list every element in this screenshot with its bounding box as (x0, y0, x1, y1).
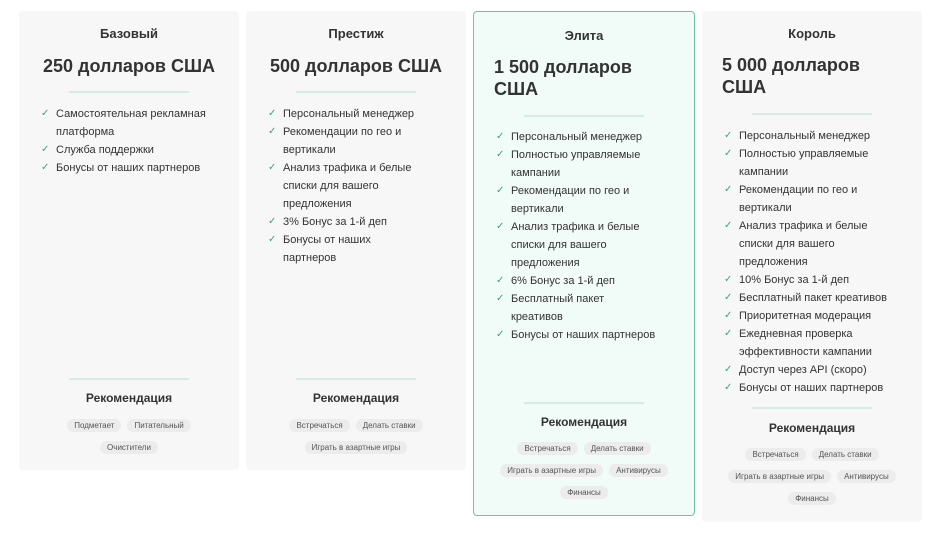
plan-card-basic (19, 11, 239, 470)
check-icon: ✓ (268, 216, 277, 227)
feature-item: ✓ Бесплатный пакет креативов (496, 290, 658, 326)
plan-name: Престиж (328, 26, 384, 41)
tag-list (722, 448, 902, 505)
check-icon: ✓ (724, 292, 733, 303)
feature-item: ✓ Рекомендации по гео и вертикали (268, 123, 426, 159)
check-icon: ✓ (724, 148, 733, 159)
feature-item: ✓ Ежедневная проверка эффективности кампании (724, 325, 892, 361)
check-icon: ✓ (268, 108, 277, 119)
check-icon: ✓ (724, 382, 733, 393)
divider (752, 407, 872, 409)
divider (69, 91, 189, 93)
feature-item: ✓ Рекомендации по гео и вертикали (496, 182, 658, 218)
tag-list (276, 419, 436, 454)
feature-list (724, 127, 892, 397)
check-icon: ✓ (496, 293, 505, 304)
feature-item: ✓ Доступ через API (скоро) (724, 361, 892, 379)
feature-item: ✓ 10% Бонус за 1-й деп (724, 271, 892, 289)
check-icon: ✓ (496, 149, 505, 160)
tag[interactable]: Финансы (788, 492, 836, 505)
check-icon: ✓ (41, 144, 50, 155)
tag[interactable]: Подметает (67, 419, 121, 432)
check-icon: ✓ (268, 234, 277, 245)
tag[interactable]: Встречаться (517, 442, 577, 455)
recommendation-title: Рекомендация (540, 415, 628, 429)
feature-item: ✓ 6% Бонус за 1-й деп (496, 272, 658, 290)
tag[interactable]: Делать ставки (356, 419, 423, 432)
recommendation-title: Рекомендация (768, 421, 856, 435)
feature-item: ✓ Анализ трафика и белые списки для вашего предложения (496, 218, 658, 272)
plan-price: 1 500 долларов США (494, 57, 632, 99)
tag[interactable]: Играть в азартные игры (500, 464, 603, 477)
recommendation-title: Рекомендация (312, 391, 400, 405)
check-icon: ✓ (496, 275, 505, 286)
feature-item: ✓ Персональный менеджер (724, 127, 892, 145)
divider (752, 113, 872, 115)
feature-item: ✓ Персональный менеджер (496, 128, 658, 146)
tag[interactable]: Финансы (560, 486, 608, 499)
divider (296, 378, 416, 380)
plan-name: Базовый (100, 26, 158, 41)
tag[interactable]: Встречаться (289, 419, 349, 432)
feature-list (268, 105, 426, 267)
check-icon: ✓ (724, 184, 733, 195)
feature-item: ✓ Анализ трафика и белые списки для вашего предложения (724, 217, 892, 271)
tag-list (59, 419, 199, 454)
check-icon: ✓ (496, 185, 505, 196)
divider (524, 115, 644, 117)
tag[interactable]: Играть в азартные игры (728, 470, 831, 483)
tag[interactable]: Делать ставки (584, 442, 651, 455)
tag[interactable]: Антивирусы (609, 464, 668, 477)
tag[interactable]: Встречаться (745, 448, 805, 461)
plan-price: 500 долларов США (270, 56, 443, 76)
divider (69, 378, 189, 380)
feature-item: ✓ Рекомендации по гео и вертикали (724, 181, 892, 217)
feature-item: ✓ Служба поддержки (41, 141, 221, 159)
recommendation-title: Рекомендация (85, 391, 173, 405)
feature-item: ✓ Самостоятельная рекламная платформа (41, 105, 221, 141)
plan-price: 250 долларов США (43, 56, 216, 76)
plan-card-prestige (246, 11, 466, 470)
check-icon: ✓ (724, 364, 733, 375)
feature-item: ✓ 3% Бонус за 1-й деп (268, 213, 426, 231)
feature-item: ✓ Приоритетная модерация (724, 307, 892, 325)
feature-item: ✓ Бонусы от наших партнеров (268, 231, 426, 267)
feature-list (496, 128, 658, 344)
check-icon: ✓ (724, 130, 733, 141)
feature-item: ✓ Бесплатный пакет креативов (724, 289, 892, 307)
plan-name: Элита (564, 28, 604, 43)
tag[interactable]: Играть в азартные игры (305, 441, 408, 454)
check-icon: ✓ (268, 126, 277, 137)
divider (296, 91, 416, 93)
check-icon: ✓ (268, 162, 277, 173)
feature-item: ✓ Анализ трафика и белые списки для вашего предложения (268, 159, 426, 213)
feature-item: ✓ Бонусы от наших партнеров (41, 159, 221, 177)
plan-price: 5 000 долларов США (722, 55, 860, 97)
feature-item: ✓ Полностью управляемые кампании (496, 146, 658, 182)
tag[interactable]: Антивирусы (837, 470, 896, 483)
check-icon: ✓ (41, 162, 50, 173)
plan-card-elite (473, 11, 695, 516)
feature-item: ✓ Бонусы от наших партнеров (496, 326, 658, 344)
check-icon: ✓ (496, 221, 505, 232)
tag[interactable]: Делать ставки (812, 448, 879, 461)
check-icon: ✓ (496, 131, 505, 142)
feature-item: ✓ Персональный менеджер (268, 105, 426, 123)
check-icon: ✓ (724, 220, 733, 231)
check-icon: ✓ (496, 329, 505, 340)
feature-item: ✓ Полностью управляемые кампании (724, 145, 892, 181)
tag[interactable]: Очистители (100, 441, 158, 454)
check-icon: ✓ (724, 328, 733, 339)
tag-list (494, 442, 674, 499)
feature-list (41, 105, 221, 177)
divider (524, 402, 644, 404)
feature-item: ✓ Бонусы от наших партнеров (724, 379, 892, 397)
check-icon: ✓ (724, 274, 733, 285)
check-icon: ✓ (41, 108, 50, 119)
plan-card-king (702, 11, 922, 522)
plan-name: Король (788, 26, 836, 41)
check-icon: ✓ (724, 310, 733, 321)
tag[interactable]: Питательный (127, 419, 190, 432)
